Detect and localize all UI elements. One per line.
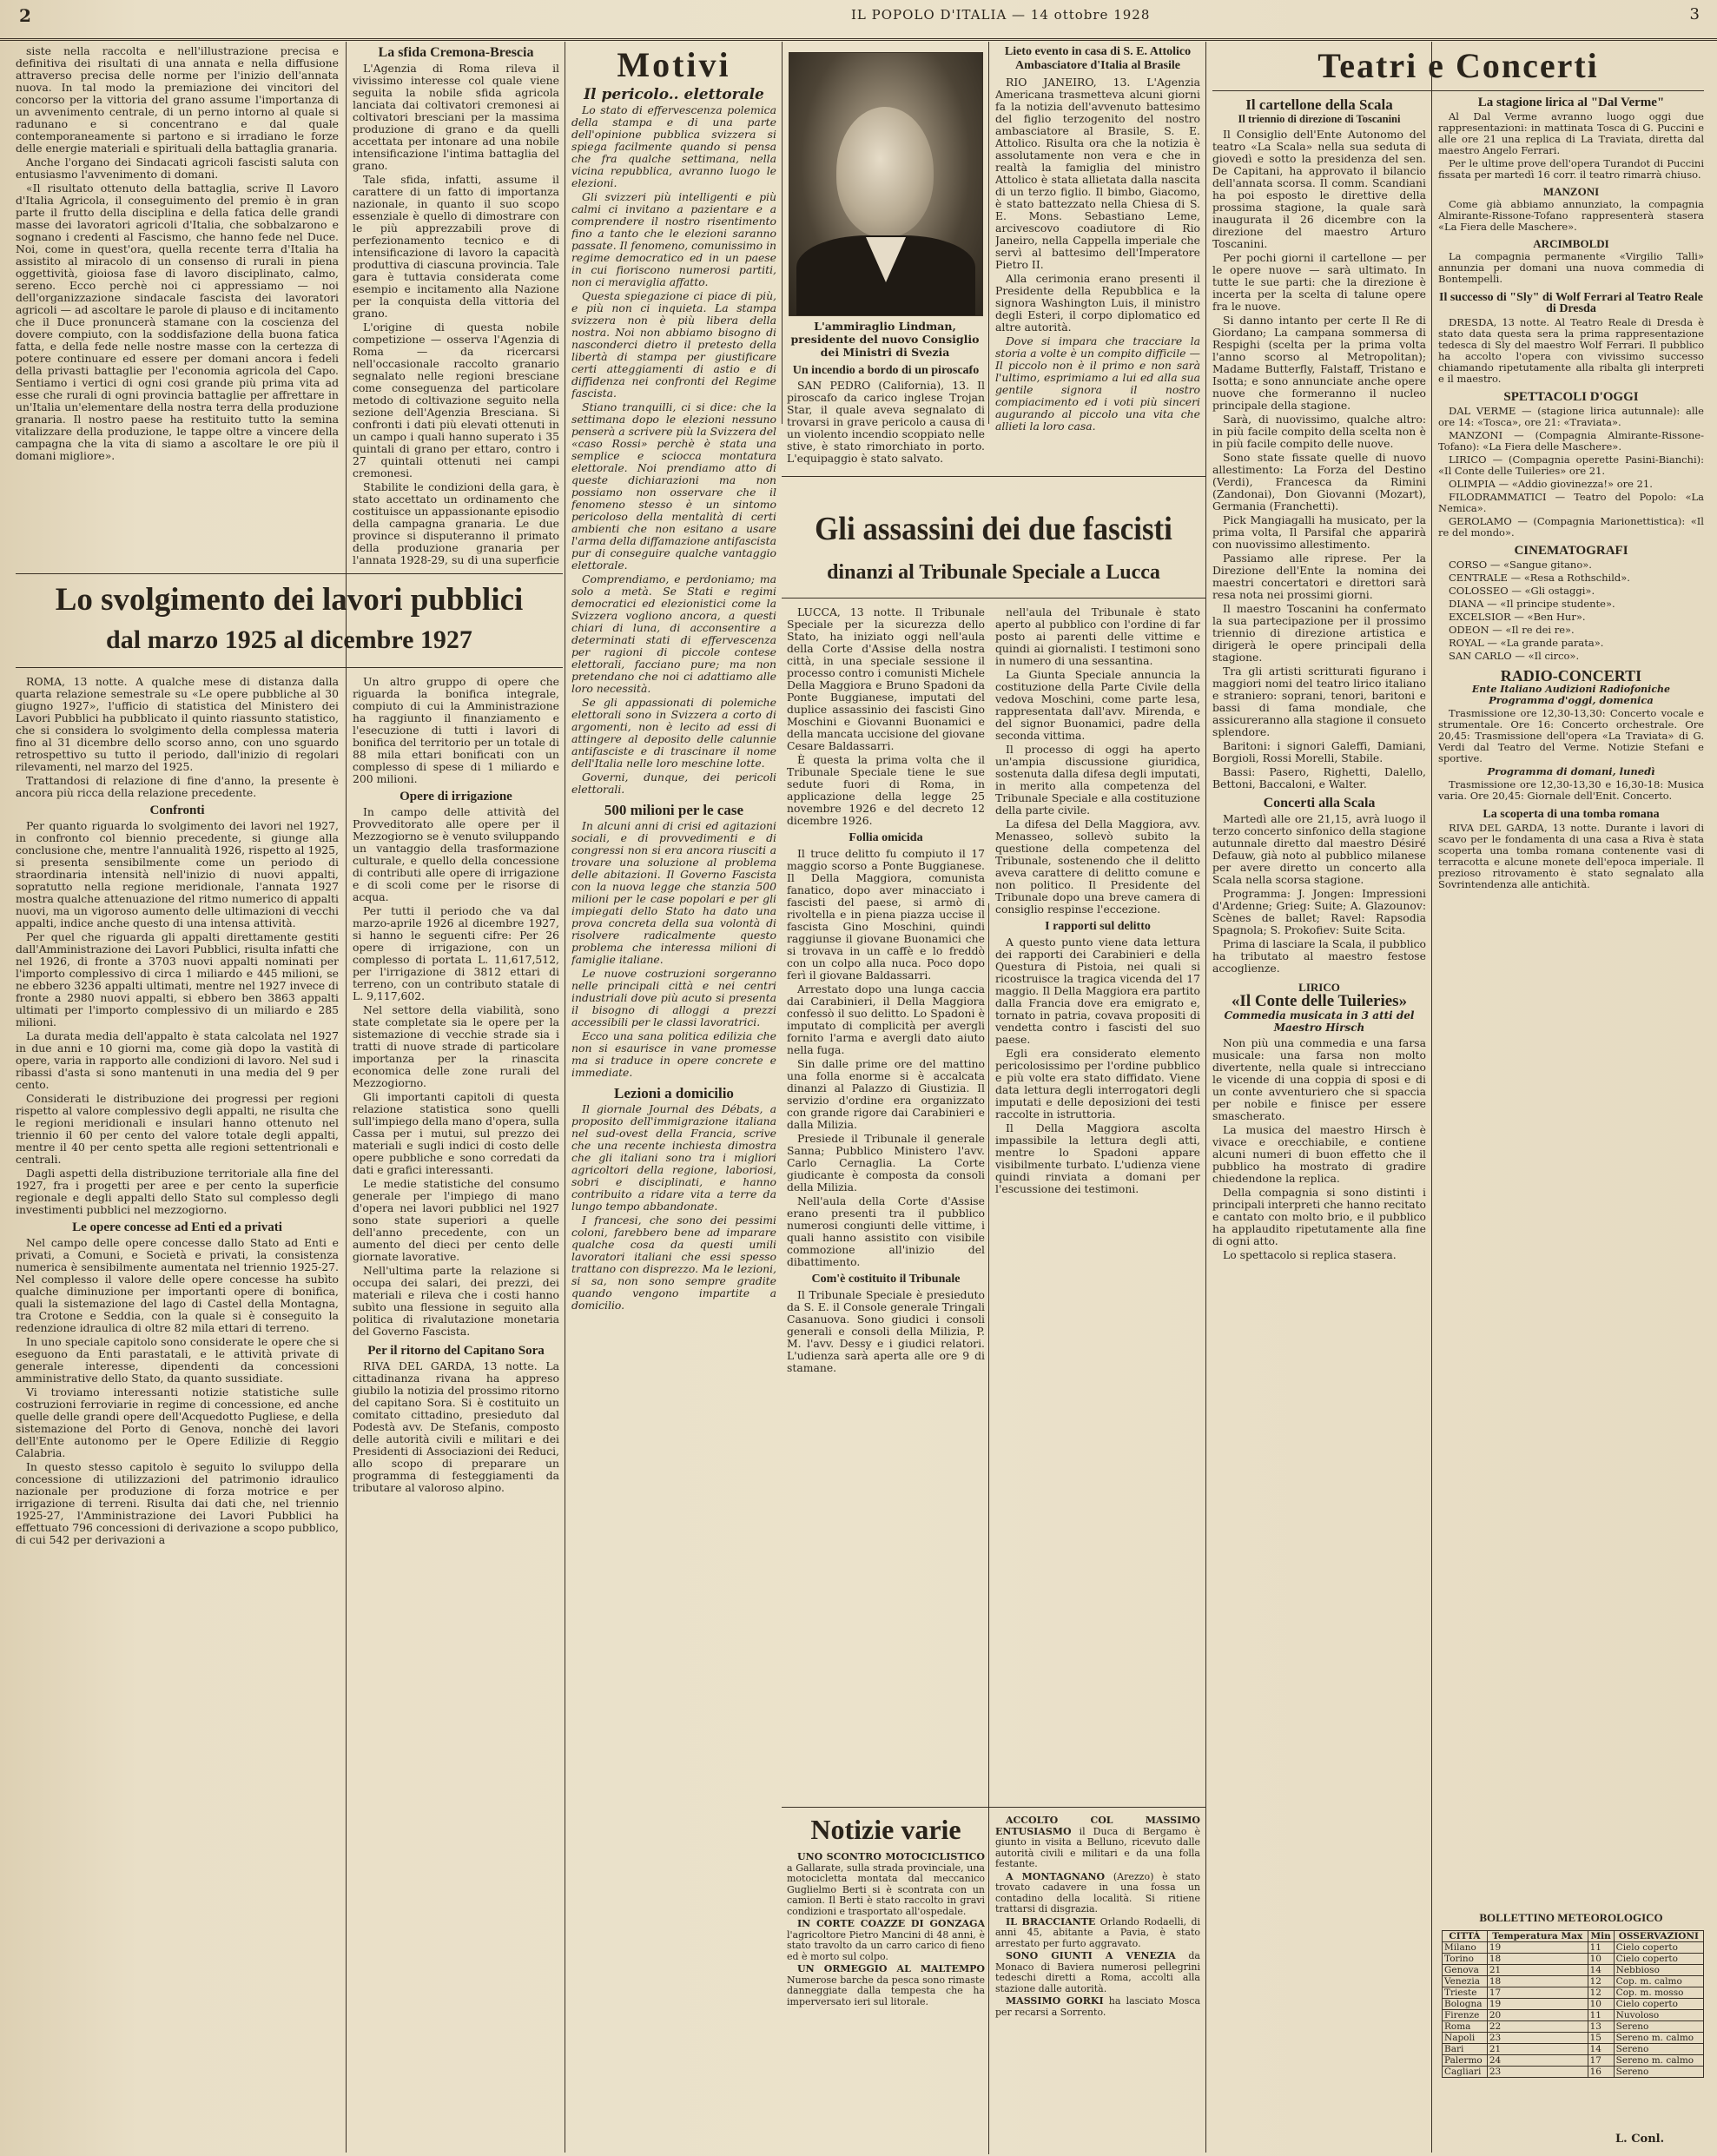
listing: ODEON — «Il re dei re». (1449, 624, 1575, 636)
paragraph: Il Consiglio dell'Ente Autonomo del teatro «La Scala» nella sua seduta di giovedì e sotto la presidenza del sen. De Capitani, ha approvato il bilancio dell'annata scorsa. Il comm. Scandiani ha poi esposto le direttive della prossima stagione, la quale sarà inaugurata il 26 dicembre con la direzione del maestro Arturo Toscanini. (1212, 128, 1426, 250)
paragraph: SAN PEDRO (California), 13. Il piroscafo da carico inglese Trojan Star, il quale aveva segnalato di trovarsi in grave pericolo a causa di un violento incendio scoppiato nelle stive, è stato rimorchiato in porto. L'equipaggio è stato salvato. (787, 379, 985, 465)
table-cell: 14 (1588, 1965, 1614, 1976)
headline-cartellone-scala: Il cartellone della Scala (1245, 97, 1393, 113)
subheading-arcimboldi: ARCIMBOLDI (1533, 237, 1609, 250)
headline-lavori-pubblici: Lo svolgimento dei lavori pubblici (55, 582, 524, 618)
paragraph: La musica del maestro Hirsch è vivace e orecchiabile, e contiene alcuni numeri di buon effetto che il pubblico ha mostrato di gradire chiedendone la replica. (1212, 1123, 1426, 1185)
paragraph: RIVA DEL GARDA, 13 notte. Durante i lavori di scavo per le fondamenta di una casa a Riva è stata scoperta una tomba romana contenente vasi di terracotta e alcune monete dell'epoca imperiale. Il prezioso ritrovamento è stato segnalato alla Sovrintendenza alle antichità. (1438, 822, 1704, 890)
table-cell: Trieste (1443, 1987, 1488, 1999)
weather-table-body (1443, 1942, 1704, 2078)
attolico-article (995, 45, 1200, 471)
table-cell: 18 (1487, 1954, 1588, 1965)
paragraph: «Il risultato ottenuto della battaglia, scrive Il Lavoro d'Italia Agricola, il conseguimento del premio è in gran parte il frutto della disciplina e della fatica delle grandi masse dei lavoratori agricoli d'Italia, che sobbalzarono e sognano i credenti al Fascismo, che hanno fede nel Duce. Noi, come in quest'ora, quella recente terra d'Italia ha assistito al miracolo di un consenso di rurali in piena oggettività, gioiosa fase di lavoro disciplinato, calmo, sereno. Ecco perchè noi ci appressiamo — noi dell'organizzazione sindacale fascista dei lavoratori agricoli — ad ascoltare le parole di plauso e di incitamento che il Duce pronuncerà stamane con la coscienza del dovere compiuto, con la soddisfazione della buona fatica fatta, e della fede nelle nostre masse con la certezza di potere continuare ed essere per domani ancora i fedeli della privasti battaglie per l'economia agricola del Capo. Sentiamo i vertici di ogni cosi grande più prima vita ad esse che rurali di ogni provincia battaglie per affrettare in un'Italia un'elementare della nostra terra della produzione granaria. Il nostro paese ha restituito tutto la semina vitalizzare della produzione, le tappe oltre a vincere della campagna che la vita di siamo a ascoltare le ore più il domani migliore». (16, 182, 339, 462)
weather-table (1442, 1930, 1704, 2078)
headline-motivi: Motivi (617, 45, 731, 84)
table-cell: Bologna (1443, 1999, 1488, 2010)
paragraph: A questo punto viene data lettura dei rapporti dei Carabinieri e della Questura di Pistoia, nei quali si ricostruisce la tragica vicenda del 17 maggio. Il Della Maggiora era partito dalla Francia dove era emigrato e, tornato in patria, covava propositi di vendetta contro i fascisti del suo paese. (995, 936, 1200, 1046)
paragraph: ROMA, 13 notte. A qualche mese di distanza dalla quarta relazione semestrale su «Le opere pubbliche al 30 giugno 1927», l'ufficio di statistica del Ministero dei Lavori Pubblici ha pubblicato il quinto riassunto statistico, che si considera lo svolgimento della complessa materia fino al 31 dicembre dello scorso anno, con uno sguardo retrospettivo su tutto il periodo, dall'inizio di regolari rilevamenti, nel marzo del 1925. (16, 676, 339, 773)
paragraph: Il Tribunale Speciale è presieduto da S. E. il Console generale Tringali Casanuova. Sono giudici i consoli generali e consoli della Milizia, P. M. l'avv. Dessy e i giudici relatori. L'udienza sarà aperta alle ore 9 di stamane. (787, 1288, 985, 1374)
page-number-right: 3 (1689, 5, 1700, 23)
notizia-text: l'agricoltore Pietro Mancini di 48 anni, è stato travolto da un carro carico di fieno ed è morto sul colpo. (787, 1928, 985, 1962)
paragraph: La compagnia permanente «Virgilio Talli» annunzia per domani una nuova commedia di Bontempelli. (1438, 250, 1704, 285)
subheading-500-milioni: 500 milioni per le case (604, 802, 744, 818)
column-3 (571, 45, 776, 2147)
notizia-heading: UN ORMEGGIO AL MALTEMPO (797, 1963, 985, 1974)
listing: ROYAL — «La grande parata». (1449, 637, 1604, 649)
column-rule (988, 903, 989, 2154)
paragraph: LUCCA, 13 notte. Il Tribunale Speciale per la sicurezza dello Stato, ha iniziato oggi nell'aula della Corte d'Assise della nostra città, in una speciale sessione il processo contro i comunisti Michele Della Maggiora e Bruno Spadoni da Ponte Buggianese, imputati del duplice assassinio dei fascisti Gino Moschini e Giovanni Buonamici e della mancata uccisione del giovane Cesare Baldassarri. (787, 606, 985, 752)
paragraph: La difesa del Della Maggiora, avv. Menasseo, sollevò subito la questione della competenza del Tribunale, sostenendo che il delitto aveva carattere di delitto comune e non politico. Il Presidente del Tribunale dopo una breve camera di consiglio respinse l'eccezione. (995, 817, 1200, 916)
paragraph: Per tutti il periodo che va dal marzo-aprile 1926 al dicembre 1927, si hanno le seguenti cifre: Per 26 opere di irrigazione, con un complesso di portata L. 11,617,512, per l'irrigazione di 3812 ettari di terreno, con un contributo statale di L. 9,117,602. (353, 904, 559, 1002)
headline-notizie-varie: Notizie varie (810, 1814, 961, 1845)
table-row (1443, 1999, 1704, 2010)
subheadline-lavori-pubblici: dal marzo 1925 al dicembre 1927 (106, 625, 472, 654)
listing: COLOSSEO — «Gli ostaggi». (1449, 585, 1595, 597)
table-cell: 21 (1487, 2044, 1588, 2055)
table-cell: 19 (1487, 1942, 1588, 1954)
paragraph: Per pochi giorni il cartellone — per le opere nuove — sarà ultimato. In tutte le sue parti: che la direzione è incerta per la scelta di talune opere fra le nuove. (1212, 251, 1426, 313)
subheading-confronti: Confronti (149, 804, 205, 817)
paragraph: In campo delle attività del Provveditorato alle opere per il Mezzogiorno se è venuto sviluppando un vantaggio della trasformazione culturale, e quello della concessione di contributi alle opere di irrigazione e di scoli come per le risorse di acqua. (353, 805, 559, 903)
page-number-left: 2 (19, 5, 31, 26)
notizia-text: il Duca di Bergamo è giunto in visita a Belluno, ricevuto dalle autorità civili e militari e da una folla festante. (995, 1825, 1200, 1869)
headline-teatri-concerti: Teatri e Concerti (1317, 46, 1599, 85)
paragraph: Pick Mangiagalli ha musicato, per la prima volta, Il Parsifal che apparirà con nuovissimo allestimento. (1212, 513, 1426, 551)
table-row (1443, 2010, 1704, 2021)
paragraph: Presiede il Tribunale il generale Sanna; Pubblico Ministero l'avv. Carlo Cernaglia. La Corte giudicante è composta da consoli della Milizia. (787, 1132, 985, 1194)
table-header: OSSERVAZIONI (1614, 1931, 1703, 1942)
page-header (0, 0, 1717, 41)
listing: MANZONI — (Compagnia Almirante-Rissone-Tofano): «La Fiera delle Maschere». (1438, 429, 1704, 453)
signature: L. Conl. (1615, 2133, 1665, 2146)
notizia-text: (Arezzo) è stato trovato cadavere in una fossa un contadino della località. Si ritiene trattarsi di disgrazia. (995, 1870, 1200, 1915)
table-cell: Sereno m. calmo (1614, 2055, 1703, 2067)
paragraph: Comprendiamo, e perdoniamo; ma solo a metà. Se Stati e regimi democratici ed elezionistici come la Svizzera vogliono ancora, a questi chiari di luna, di acconsentire a determinati stati di effervescenza per ragioni di piccole contese elettorali, facciano pure; ma non pretendano che noi ci adattiamo alle loro necessità. (571, 572, 776, 695)
paragraph: È questa la prima volta che il Tribunale Speciale tiene le sue sedute fuori di Roma, in applicazione della legge 25 novembre 1926 e del decreto 12 dicembre 1926. (787, 753, 985, 827)
table-cell: Cagliari (1443, 2067, 1488, 2078)
notizia-heading: IN CORTE COAZZE DI GONZAGA (797, 1918, 985, 1929)
divider (782, 476, 1205, 477)
table-row (1443, 2055, 1704, 2067)
subheading-triennio-toscanini: Il triennio di direzione di Toscanini (1238, 113, 1401, 125)
paragraph: Il giornale Journal des Débats, a proposito dell'immigrazione italiana nel sud-ovest della Francia, scrive che una recente inchiesta dimostra che gli italiani sono tra i migliori agricoltori della regione, laboriosi, sobri e disciplinati, e hanno contribuito a ridare vita a terre da lungo tempo abbandonate. (571, 1102, 776, 1213)
paragraph: Baritoni: i signori Galeffi, Damiani, Borgioli, Rossi Morelli, Stabile. (1212, 739, 1426, 764)
table-cell: 24 (1487, 2055, 1588, 2067)
portrait-photo (789, 52, 983, 316)
subheading-eiar: Ente Italiano Audizioni Radiofoniche (1471, 684, 1671, 695)
listing: CENTRALE — «Resa a Rothschild». (1449, 572, 1630, 584)
column-1-top (16, 45, 339, 566)
table-cell: Roma (1443, 2021, 1488, 2033)
paragraph: In questo stesso capitolo è seguito lo sviluppo della concessione di utilizzazioni del patrimonio idraulico nazionale per produzione di forza motrice e per irrigazione di terreni. Risulta dai dati che, nel triennio 1925-27, l'Amministrazione dei Lavori Pubblici ha effettuato 796 concessioni di derivazione a scopo pubblico, di cui 542 per derivazioni a (16, 1460, 339, 1546)
paragraph: Nell'aula della Corte d'Assise erano presenti tra il pubblico numerosi congiunti delle vittime, i quali hanno assistito con visibile commozione all'inizio del dibattimento. (787, 1194, 985, 1268)
table-cell: Cielo coperto (1614, 1942, 1703, 1954)
paragraph: Trasmissione ore 12,30-13,30: Concerto vocale e strumentale. Ore 16: Concerto orchestrale. Ore 20,45: Trasmissione dell'opera «La Traviata» di G. Verdi dal Teatro del Verme. Notizie Stefani e sportive. (1438, 707, 1704, 764)
headline-sfida-cremona-brescia: La sfida Cremona-Brescia (378, 45, 534, 60)
paragraph: Alla cerimonia erano presenti il Presidente della Repubblica e la signora Washington Luis, il ministro degli Esteri, il corpo diplomatico ed altre autorità. (995, 272, 1200, 334)
notizia-text: ha lasciato Mosca per recarsi a Sorrento. (995, 1995, 1200, 2018)
paragraph: Stiano tranquilli, ci si dice: che la settimana dopo le elezioni nessuno penserà a scrivere più la Svizzera del «caso Rossi» perchè è stata una semplice e sciocca montatura elettorale. Noi prendiamo atto di queste dichiarazioni ma non possiamo non osservare che il fenomeno stesso è un sintomo pericoloso della mentalità di certi ambienti che non esitano a usare l'arma della diffamazione antifascista pur di conseguire qualche vantaggio elettorale. (571, 400, 776, 572)
listing: LIRICO — (Compagnia operette Pasini-Bianchi): «Il Conte delle Tuileries» ore 21. (1438, 453, 1704, 477)
paragraph: Si danno intanto per certe Il Re di Giordano; La campana sommersa di Respighi (scelta per la prima volta l'anno scorso al Metropolitan); Madame Butterfly, Falstaff, Tristano e Isotta; e sono annunciate anche opere nuove che formeranno il nucleo principale della stagione. (1212, 314, 1426, 412)
table-cell: Nuvoloso (1614, 2010, 1703, 2021)
notizia-heading: MASSIMO GORKI (1006, 1995, 1104, 2007)
table-cell: 11 (1588, 1942, 1614, 1954)
table-cell: 12 (1588, 1976, 1614, 1987)
paragraph: Il processo di oggi ha aperto un'ampia discussione giuridica, sostenuta dalla difesa degli imputati, in merito alla competenza del Tribunale Speciale e alla costituzione della parte civile. (995, 743, 1200, 817)
paragraph: Gli svizzeri più intelligenti e più calmi ci invitano a pazientare e a comprendere il nostro risentimento fino a tanto che le elezioni saranno passate. Il fenomeno, comunissimo in regime democratico ed in un paese in cui fioriscono numerosi partiti, non ci meraviglia affatto. (571, 190, 776, 288)
photo-caption: L'ammiraglio Lindman, presidente del nuovo Consiglio dei Ministri di Svezia (790, 320, 980, 359)
notizia-heading: UNO SCONTRO MOTOCICLISTICO (797, 1852, 985, 1862)
subheading-spettacoli-oggi: SPETTACOLI D'OGGI (1503, 390, 1639, 404)
paragraph: Bassi: Pasero, Righetti, Dalello, Bettoni, Baccaloni, e Walter. (1212, 765, 1426, 790)
table-row (1443, 1954, 1704, 1965)
paragraph: Per le ultime prove dell'opera Turandot di Puccini fissata per martedì 16 corr. il teatro rimarrà chiuso. (1438, 157, 1704, 181)
paragraph: Tra gli artisti scritturati figurano i maggiori nomi del teatro lirico italiano e straniero: soprani, tenori, baritoni e bassi di fama mondiale, che assicureranno alla stagione il consueto splendore. (1212, 665, 1426, 738)
column-5 (787, 606, 985, 1770)
paragraph: Le nuove costruzioni sorgeranno nelle principali città e nei centri industriali dove più acuto si presenta il bisogno di alloggi a prezzi accessibili per le classi lavoratrici. (571, 967, 776, 1028)
table-row (1443, 1976, 1704, 1987)
table-header-row (1443, 1931, 1704, 1942)
headline-sly-wolf-ferrari: Il successo di "Sly" di Wolf Ferrari al Teatro Reale di Dresda (1439, 291, 1703, 315)
paragraph: Nell'ultima parte la relazione si occupa dei salari, dei prezzi, dei materiali e rileva che i costi hanno subìto una flessione in seguito alla politica di rivalutazione monetaria del Governo Fascista. (353, 1264, 559, 1338)
paragraph: Questa spiegazione ci piace di più, e più non ci inquieta. La stampa svizzera non è più libera della nostra. Noi non abbiamo bisogno di nasconderci dietro il pretesto della libertà di stampa per giustificare certi atteggiamenti di astio e di diffidenza nei confronti del Regime fascista. (571, 289, 776, 400)
column-rule (346, 42, 347, 2153)
subheading-manzoni: MANZONI (1542, 185, 1600, 198)
paragraph: L'Agenzia di Roma rileva il vivissimo interesse col quale viene seguita la nobile sfida agricola lanciata dai coltivatori cremonesi ai coltivatori bresciani per la massima produzione di grano e da quelli accettata per intonare ad una nobile intensificazione l'intima battaglia del grano. (353, 62, 559, 172)
paragraph: Governi, dunque, dei pericoli elettorali. (571, 770, 776, 796)
table-row (1443, 1987, 1704, 1999)
table-cell: Firenze (1443, 2010, 1488, 2021)
table-cell: Sereno m. calmo (1614, 2033, 1703, 2044)
table-cell: Venezia (1443, 1976, 1488, 1987)
table-cell: Palermo (1443, 2055, 1488, 2067)
paragraph: La durata media dell'appalto è stata calcolata nel 1927 in due anni e 10 giorni ma, come già dopo la vastità di opere, varia in rapporto alle condizioni di lavoro. Nel sud i ribassi d'asta si sono mantenuti in una media del 9 per cento. (16, 1029, 339, 1091)
paragraph: nell'aula del Tribunale è stato aperto al pubblico con l'ordine di far posto ai parenti delle vittime e quindi ai giornalisti. I testimoni sono in numero di una sessantina. (995, 606, 1200, 667)
paragraph: Sarà, di nuovissimo, qualche altro: in più facile compito della scelta non è in più facile compito delle nuove. (1212, 413, 1426, 450)
subheading-lezioni-domicilio: Lezioni a domicilio (614, 1085, 734, 1101)
subheading-commedia-hirsch: Commedia musicata in 3 atti del Maestro Hirsch (1224, 1009, 1415, 1034)
paragraph: Arrestato dopo una lunga caccia dai Carabinieri, il Della Maggiora confessò il suo delitto. Lo Spadoni è imputato di complicità per avergli fornito l'arma e avergli dato aiuto nella fuga. (787, 982, 985, 1056)
table-cell: 10 (1588, 1954, 1614, 1965)
paragraph: Prima di lasciare la Scala, il pubblico ha tributato al maestro festose accoglienze. (1212, 937, 1426, 975)
subheading-programma-domani: Programma di domani, lunedì (1487, 765, 1655, 777)
table-cell: Bari (1443, 2044, 1488, 2055)
notizia-heading: A MONTAGNANO (1006, 1870, 1106, 1882)
paragraph: In alcuni anni di crisi ed agitazioni sociali, e di provvedimenti e di congressi non si era ancora riusciti a trovare una soluzione al problema delle abitazioni. Il Governo Fascista con la nuova legge che stanzia 500 milioni per le case popolari e per gli impiegati dello Stato ha dato una prova concreta della sua volontà di risolvere radicalmente questo problema che interessa milioni di famiglie italiane. (571, 819, 776, 966)
table-cell: Milano (1443, 1942, 1488, 1954)
masthead: IL POPOLO D'ITALIA — 14 ottobre 1928 (851, 7, 1151, 23)
paragraph: Gli importanti capitoli di questa relazione statistica sono quelli sull'impiego della mano d'opera, sulla Cassa per i mutui, sul prezzo dei materiali e sugli indici di costo delle opere pubbliche e sono corredati da dati e grafici interessanti. (353, 1090, 559, 1176)
headline-conte-tuileries: «Il Conte delle Tuileries» (1231, 992, 1408, 1010)
paragraph: Della compagnia si sono distinti i principali interpreti che hanno recitato e cantato con molto brio, e il pubblico ha applaudito ripetutamente alla fine di ogni atto. (1212, 1186, 1426, 1247)
column-rule (1205, 42, 1206, 2153)
headline-tomba-romana: La scoperta di una tomba romana (1483, 808, 1660, 821)
paragraph: I francesi, che sono dei pessimi coloni, farebbero bene ad imparare qualche cosa da questi umili lavoratori italiani che essi spesso trattano con disprezzo. Ma le lezioni, si sa, non sono sempre gradite quando vengono impartite a domicilio. (571, 1214, 776, 1312)
paragraph: Egli era considerato elemento pericolosissimo per l'ordine pubblico e più volte era stato diffidato. Viene data lettura degli interrogatori degli imputati e delle deposizioni dei testi raccolte in istruttoria. (995, 1047, 1200, 1121)
paragraph: RIVA DEL GARDA, 13 notte. La cittadinanza rivana ha appreso giubilo la notizia del prossimo ritorno del capitano Sora. Si è costituito un comitato cittadino, presieduto dal Podestà avv. De Stefanis, composto delle autorità civili e militari e dei Presidenti di Associazioni dei Reduci, allo scopo di preparare un programma di festeggiamenti da tributare al valoroso alpino. (353, 1359, 559, 1494)
subheading-opere-concesse: Le opere concesse ad Enti ed a privati (72, 1220, 282, 1234)
subheading-lirico: LIRICO (1298, 981, 1340, 994)
paragraph: Nel campo delle opere concesse dallo Stato ad Enti e privati, a Comuni, e Società e privati, la consistenza numerica è sensibilmente aumentata nel triennio 1925-27. Nel complesso il valore delle opere concesse ha subìto qualche diminuzione per importanti opere di bonifica, quali la sistemazione del lago di Castel della Montagna, tra Crotone e Seddia, con la quale si è conseguito la redenzione idraulica di oltre 82 mila ettari di terreno. (16, 1236, 339, 1334)
paragraph: Trattandosi di relazione di fine d'anno, la presente è ancora più ricca della relazione precedente. (16, 774, 339, 799)
paragraph: Lo spettacolo si replica stasera. (1223, 1248, 1397, 1261)
paragraph: Nel settore della viabilità, sono state completate sia le opere per la sistemazione di vecchie strade sia i tratti di nuove strade di particolare importanza per la rinascita economica delle zone rurali del Mezzogiorno. (353, 1003, 559, 1089)
listing: CORSO — «Sangue gitano». (1449, 559, 1592, 571)
paragraph: In uno speciale capitolo sono considerate le opere che si eseguono da Enti parastatali, e le attività private di generale interesse, dipendenti da concessioni amministrative dello Stato, da quanto sussidiate. (16, 1335, 339, 1385)
table-cell: 18 (1487, 1976, 1588, 1987)
table-cell: 11 (1588, 2010, 1614, 2021)
table-cell: Sereno (1614, 2044, 1703, 2055)
paragraph: Martedì alle ore 21,15, avrà luogo il terzo concerto sinfonico della stagione autunnale diretto dal maestro Désiré Defauw, già noto al pubblico milanese per avere diretto un concerto alla Scala nella scorsa stagione. (1212, 812, 1426, 886)
column-rule (988, 42, 989, 424)
listing: GEROLAMO — (Compagnia Marionettistica): «Il re del mondo». (1438, 515, 1704, 539)
incendio-article (787, 365, 985, 469)
table-cell: 16 (1588, 2067, 1614, 2078)
headline-bollettino-meteo: BOLLETTINO METEOROLOGICO (1479, 1911, 1663, 1924)
column-7 (1212, 97, 1426, 2147)
table-cell: 13 (1588, 2021, 1614, 2033)
paragraph: Vi troviamo interessanti notizie statistiche sulle costruzioni ferroviarie in regime di concessione, ed anche quelle delle grandi opere dell'Acquedotto Pugliese, e della sistemazione del Porto di Genova, nonchè dei lavori dell'Ente autonomo per le Opere Edilizie di Reggio Calabria. (16, 1386, 339, 1459)
notizia-text: Numerose barche da pesca sono rimaste danneggiate dalla tempesta che ha imperversato ieri sul litorale. (787, 1974, 985, 2007)
table-cell: Sereno (1614, 2021, 1703, 2033)
paragraph: Le medie statistiche del consumo generale per l'impiego di mano d'opera nei lavori pubblici nel 1927 sono state superiori a quelle dell'anno precedente, con un aumento del dieci per cento delle giornate lavorative. (353, 1177, 559, 1263)
paragraph: Non più una commedia e una farsa musicale: una farsa non molto divertente, nella quale si intrecciano le vicende di una coppia di sposi e di un conte avventuriero che si spaccia per nobile e finisce per essere smascherato. (1212, 1036, 1426, 1122)
table-row (1443, 1942, 1704, 1954)
table-cell: 23 (1487, 2033, 1588, 2044)
paragraph: L'origine di questa nobile competizione — osserva l'Agenzia di Roma — da ricercarsi nell'occasionale raccolto granario segnalato nelle regioni bresciane come conseguenza del particolare metodo di coltivazione seguito nella sezione dell'Agenzia Bresciana. Si confronti i dati più elevati ottenuti in un campo i quali hanno superato i 35 quintali di grano per ettaro, contro i 27 quintali ottenuti nei campi cremonesi. (353, 321, 559, 479)
subheading-rapporti-delitto: I rapporti sul delitto (1045, 920, 1151, 933)
table-row (1443, 1965, 1704, 1976)
subheadline-tribunale-lucca: dinanzi al Tribunale Speciale a Lucca (827, 561, 1160, 584)
paragraph: La Giunta Speciale annuncia la costituzione della Parte Civile della vedova Moschini, come parte lesa, rappresentata dall'avv. Mirenda, e del signor Buonamici, padre della seconda vittima. (995, 668, 1200, 742)
table-cell: 19 (1487, 1999, 1588, 2010)
listing: SAN CARLO — «Il circo». (1449, 650, 1580, 662)
table-cell: 23 (1487, 2067, 1588, 2078)
table-cell: 17 (1487, 1987, 1588, 1999)
divider (16, 667, 563, 668)
headline-assassini: Gli assassini dei due fascisti (815, 511, 1172, 547)
paragraph: Per quanto riguarda lo svolgimento dei lavori nel 1927, in confronto col biennio precedente, si giunge alla conclusione che, mentre l'annualità 1926, rispetto al 1925, si presenta sensibilmente come un periodo di straordinaria intensità nell'inizio di nuovi appalti, sopratutto nella regione meridionale, l'annata 1927 mostra qualche attenuazione del ritmo numerico di appalti nuovi, ma un vigoroso aumento delle ultimazioni di vecchi appalti, indice anche questo di una intensa attività. (16, 819, 339, 929)
table-row (1443, 2044, 1704, 2055)
notizia-heading: SONO GIUNTI A VENEZIA (1006, 1950, 1176, 1961)
listing: OLIMPIA — «Addio giovinezza!» ore 21. (1449, 478, 1653, 490)
table-cell: Torino (1443, 1954, 1488, 1965)
portrait-face (836, 107, 934, 237)
table-cell: 20 (1487, 2010, 1588, 2021)
paragraph: Sin dalle prime ore del mattino una folla enorme si è accalcata dinanzi al Palazzo di Giustizia. Il servizio d'ordine era organizzato con grande rigore dai Carabinieri e dalla Milizia. (787, 1057, 985, 1131)
paragraph: Dagli aspetti della distribuzione territoriale alla fine del 1927, fra i progetti per aree e per cento la superficie regionale e degli appalti dello Stato sul complesso degli investimenti pubblici nel mezzogiorno. (16, 1167, 339, 1216)
table-header: Min (1588, 1931, 1614, 1942)
paragraph: RIO JANEIRO, 13. L'Agenzia Americana trasmetteva alcuni giorni fa la notizia dell'avvenuto battesimo del figlio terzogenito del nostro ambasciatore al Brasile, S. E. Attolico. Risulta ora che la notizia è assolutamente non vera e che in realtà la famiglia del ministro Attolico è stata allietata dalla nascita di un terzo figlio. Il bimbo, Giacomo, è stato battezzato nella Chiesa di S. E. Mons. Sebastiano Leme, arcivescovo coadiutore di Rio Janeiro, nella Cappella imperiale che servì al battesimo dell'Imperatore Pietro II. (995, 76, 1200, 271)
paragraph: Il truce delitto fu compiuto il 17 maggio scorso a Ponte Buggianese. Il Della Maggiora, comunista fanatico, dopo aver minacciato i fascisti del paese, si armò di rivoltella e in piena piazza uccise il fascista Gino Moschini, quindi raggiunse il giovane Buonamici che si trovava in un caffè e lo freddò con un colpo alla nuca. Poco dopo ferì il giovane Baldassarri. (787, 847, 985, 982)
subheading-cinematografi: CINEMATOGRAFI (1514, 544, 1628, 558)
paragraph: Al Dal Verme avranno luogo oggi due rappresentazioni: in mattinata Tosca di G. Puccini e alle ore 21 una replica di La Traviata, diretta dal maestro Angelo Ferrari. (1438, 110, 1704, 156)
table-cell: Cielo coperto (1614, 1999, 1703, 2010)
notizia-heading: ACCOLTO COL MASSIMO ENTUSIASMO (995, 1815, 1200, 1837)
table-cell: Sereno (1614, 2067, 1703, 2078)
paragraph: Trasmissione ore 12,30-13,30 e 16,30-18: Musica varia. Ore 20,45: Giornale dell'Enit. Concerto. (1438, 778, 1704, 802)
notizie-column-a (787, 1852, 985, 2149)
table-header: CITTÀ (1443, 1931, 1488, 1942)
paragraph: Sono state fissate quelle di nuovo allestimento: La Forza del Destino (Verdi), Francesca da Rimini (Zandonai), Don Giovanni (Mozart), Germania (Franchetti). (1212, 451, 1426, 513)
subheading-concerti-scala: Concerti alla Scala (1263, 796, 1376, 810)
table-cell: 15 (1588, 2033, 1614, 2044)
table-row (1443, 2033, 1704, 2044)
paragraph: Anche l'organo dei Sindacati agricoli fascisti saluta con entusiasmo l'avvenimento di domani. (16, 155, 339, 181)
column-rule (782, 42, 783, 424)
table-cell: Napoli (1443, 2033, 1488, 2044)
subheading-pericolo-elettorale: Il pericolo.. elettorale (584, 86, 764, 103)
headline-lieto-evento: Lieto evento in casa di S. E. Attolico Ambasciatore d'Italia al Brasile (1004, 45, 1192, 72)
paragraph: siste nella raccolta e nell'illustrazione precisa e definitiva dei risultati di una annata e nella diffusione attraverso precisa delle norme per l'inizio dell'annata nuova. In tal modo la premiazione dei vincitori del concorso per la vittoria del grano assume l'importanza di un avvenimento centrale, di un perno intorno al quale si radunano e si concentrano e dal quale contemporaneamente si partono e si irradiano le forze delle energie materiali e spirituali della battaglia granaria. (16, 45, 339, 155)
paragraph: Come già abbiamo annunziato, la compagnia Almirante-Rissone-Tofano rappresenterà stasera «La Fiera delle Maschere». (1438, 198, 1704, 233)
column-2-top (353, 45, 559, 566)
table-cell: 22 (1487, 2021, 1588, 2033)
table-cell: 14 (1588, 2044, 1614, 2055)
column-6 (995, 606, 1200, 1796)
headline-stagione-dal-verme: La stagione lirica al "Dal Verme" (1477, 97, 1665, 109)
table-cell: 21 (1487, 1965, 1588, 1976)
paragraph: Tale sfida, infatti, assume il carattere di un fatto di importanza nazionale, in quanto il suo scopo essenziale è quello di dimostrare con le più apprezzabili prove di perfezionamento tecnico e di intensificazione di lavoro la capacità produttiva di ciascuna provincia. Tale gara è tuttavia considerata come esempio e incitamento alla Nazione per la conquista della vittoria del grano. (353, 173, 559, 320)
table-cell: Cop. m. mosso (1614, 1987, 1703, 1999)
paragraph: Un altro gruppo di opere che riguarda la bonifica integrale, compiuto di cui la Amministrazione ha raggiunto il finanziamento e l'esecuzione di tutti i lavori di bonifica del territorio per un totale di 88 mila ettari bonificati con un complesso di spese di 1 miliardo e 200 milioni. (353, 676, 559, 785)
table-cell: 17 (1588, 2055, 1614, 2067)
paragraph: Passiamo alle riprese. Per la Direzione dell'Ente la nomina dei maestri concertatori e direttori sarà resa nota nei prossimi giorni. (1212, 552, 1426, 601)
headline-radio-concerti: RADIO-CONCERTI (1500, 667, 1642, 684)
listing: FILODRAMMATICI — Teatro del Popolo: «La Nemica». (1438, 491, 1704, 514)
subheading-programma-oggi: Programma d'oggi, domenica (1489, 694, 1654, 706)
table-cell: Cop. m. calmo (1614, 1976, 1703, 1987)
subheading-irrigazione: Opere di irrigazione (400, 790, 512, 804)
notizie-column-b (995, 1815, 1200, 2149)
paragraph: Stabilite le condizioni della gara, è stato accettato un ordinamento che costituisce un appassionante episodio della campagna granaria. Le due province si disputeranno il primato della produzione granaria per l'annata 1928-29, su di una superficie (353, 480, 559, 566)
paragraph: Programma: J. Jongen: Impressioni d'Ardenne; Grieg: Suite; A. Glazounov: Scènes de ballet; Ravel: Rapsodia Spagnola; S. Prokofiev: Suite Scita. (1212, 887, 1426, 936)
paragraph: Lo stato di effervescenza polemica della stampa e di una parte dell'opinione pubblica svizzera si spiega facilmente quando si pensa che fra qualche settimana, nella vicina repubblica, avranno luogo le elezioni. (571, 103, 776, 189)
subheading-follia-omicida: Follia omicida (849, 831, 923, 844)
table-cell: Genova (1443, 1965, 1488, 1976)
paragraph: Considerati le distribuzione dei progressi per regioni rispetto al valore complessivo degli appalti, ne risulta che le regioni meridionali e insulari hanno ottenuto nel triennio il 60 per cento del valore totale degli appalti, mentre il 40 per cento spetta alle regioni settentrionali e centrali. (16, 1092, 339, 1166)
divider (782, 1807, 1205, 1808)
table-cell: Cielo coperto (1614, 1954, 1703, 1965)
listing: DIANA — «Il principe studente». (1449, 598, 1615, 610)
column-rule (1431, 42, 1432, 2153)
paragraph: Per quel che riguarda gli appalti direttamente gestiti dall'Amministrazione dei Lavori Pubblici, risulta infatti che nel 1926, di fronte a 3703 nuovi appalti nominati per l'importo complessivo di circa 1 miliardo e 445 milioni, se ne ebbero 3236 appalti ultimati, mentre nel 1927 invece di fronte a 2980 nuovi appalti, si ebbero ben 3863 appalti ultimati per l'importo complessivo di un miliardo e 285 milioni. (16, 930, 339, 1028)
divider (16, 573, 563, 574)
column-8 (1438, 97, 1704, 1921)
listing: DAL VERME — (stagione lirica autunnale): alle ore 14: «Tosca», ore 21: «Traviata». (1438, 405, 1704, 428)
table-header: Temperatura Max (1487, 1931, 1588, 1942)
column-1-bottom (16, 676, 339, 2153)
subheading-costituito-tribunale: Com'è costituito il Tribunale (811, 1273, 961, 1286)
paragraph: Il Della Maggiora ascolta impassibile la lettura degli atti, mentre lo Spadoni appare visibilmente turbato. L'udienza viene quindi rinviata a domani per l'escussione dei testimoni. (995, 1121, 1200, 1195)
notizia-heading: IL BRACCIANTE (1006, 1915, 1096, 1928)
table-cell: 10 (1588, 1999, 1614, 2010)
notizia-text: da Monaco di Baviera numerosi pellegrini tedeschi diretti a Roma, accolti alla stazione dalle autorità. (995, 1950, 1200, 1994)
divider (1212, 90, 1704, 91)
notizia-text: Orlando Rodaelli, di anni 45, abitante a Pavia, è stato arrestato per furto aggravato. (995, 1915, 1200, 1949)
paragraph: Dove si impara che tracciare la storia a volte è un compito difficile — Il piccolo non è il primo e non sarà l'ultimo, esprimiamo a lui ed alla sua gentile signora il nostro compiacimento ed i voti più sinceri augurando al piccolo una vita che allieti la loro casa. (995, 334, 1200, 433)
table-row (1443, 2067, 1704, 2078)
table-row (1443, 2021, 1704, 2033)
paragraph: Il maestro Toscanini ha confermato la sua partecipazione per il prossimo triennio di direzione artistica e dirigerà le opere principali della stagione. (1212, 602, 1426, 664)
listing: EXCELSIOR — «Ben Hur». (1449, 611, 1586, 623)
paragraph: DRESDA, 13 notte. Al Teatro Reale di Dresda è stato data questa sera la prima rappresentazione tedesca di Sly del maestro Wolf Ferrari. Il pubblico ha accolto l'opera con vivissimo successo chiamando ripetutamente alla ribalta gli interpreti e il maestro. (1438, 316, 1704, 385)
table-cell: Nebbioso (1614, 1965, 1703, 1976)
headline-capitano-sora: Per il ritorno del Capitano Sora (367, 1344, 545, 1358)
column-2-bottom (353, 676, 559, 2153)
divider (782, 598, 1205, 599)
paragraph: Ecco una sana politica edilizia che non si esaurisce in vane promesse ma si traduce in opere concrete e immediate. (571, 1029, 776, 1079)
table-cell: 12 (1588, 1987, 1614, 1999)
paragraph: Se gli appassionati di polemiche elettorali sono in Svizzera a corto di argomenti, non è lecito ad essi di attingere al deposito delle calunnie antifasciste e di trascinare il nome dell'Italia nelle loro meschine lotte. (571, 696, 776, 770)
notizia-text: a Gallarate, sulla strada provinciale, una motocicletta montata dal meccanico Guglielmo Berti si è scontrata con un camion. Il Berti è stato raccolto in gravi condizioni e trasportato all'ospedale. (787, 1862, 985, 1917)
headline-incendio: Un incendio a bordo di un piroscafo (792, 365, 980, 377)
